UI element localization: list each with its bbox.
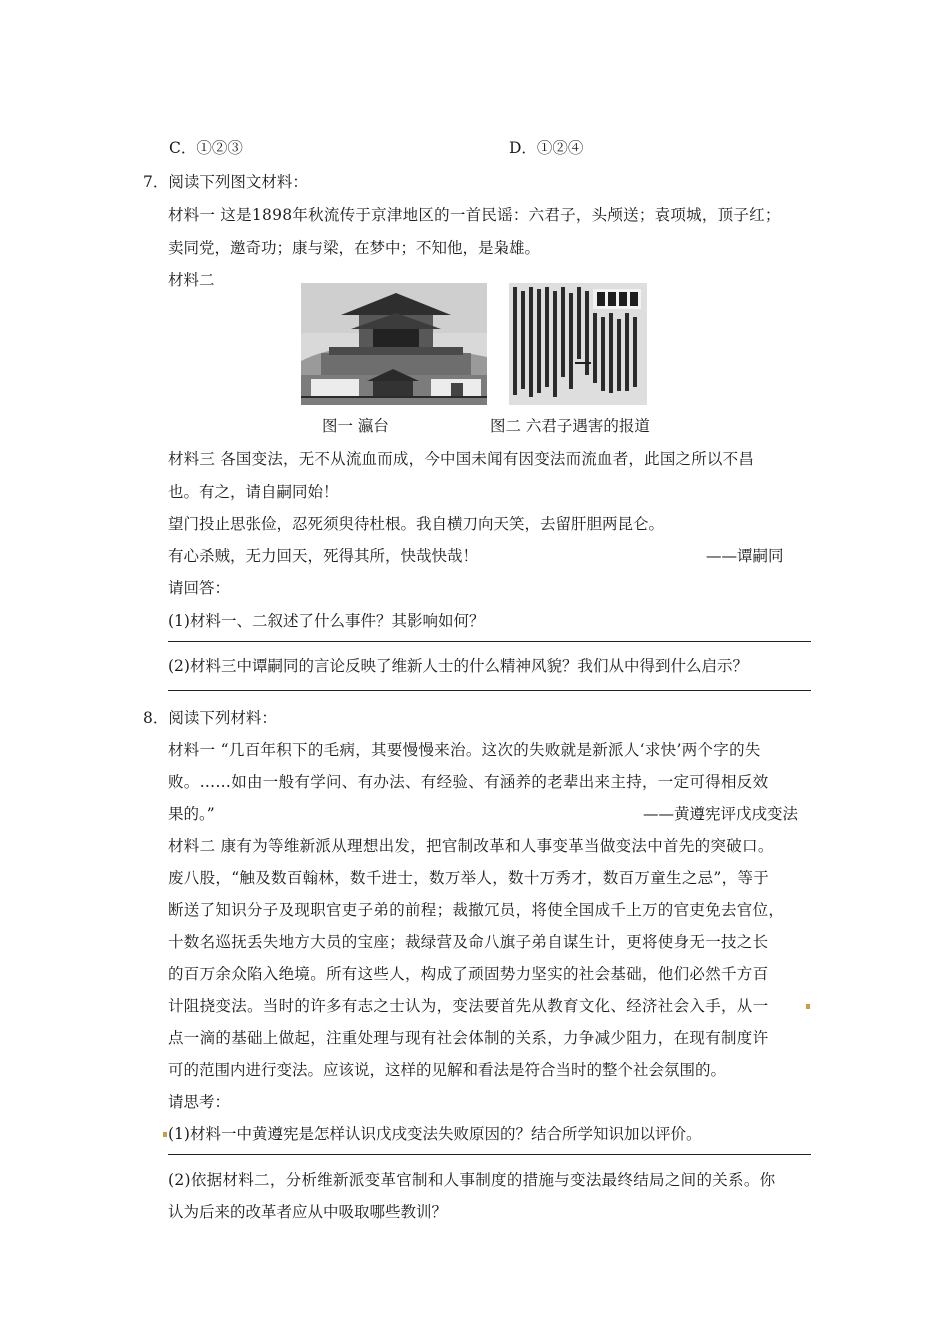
q8-subquestion-1: (1)材料一中黄遵宪是怎样认识戊戌变法失败原因的？结合所学知识加以评价。 [168,1125,702,1143]
q8-material2-line1: 材料二 康有为等维新派从理想出发，把官制改革和人事变革当做变法中首先的突破口。 [168,837,774,855]
q8-material2-line6: 计阻挠变法。当时的许多有志之士认为，变法要首先从教育文化、经济社会入手，从一 [168,997,769,1015]
q7-ask-label: 请回答： [168,579,231,597]
q8-think-label: 请思考： [168,1093,231,1111]
q7-answer-line-1 [168,641,811,642]
q7-subquestion-1: (1)材料一、二叙述了什么事件？其影响如何？ [168,612,485,630]
figure2-caption: 图二 六君子遇害的报道 [490,417,650,435]
q7-material1-line2: 卖同党，邀奇功；康与梁，在梦中；不知他，是枭雄。 [168,239,541,257]
q8-answer-line-1 [168,1154,811,1155]
q7-material1-line1: 材料一 这是1898年秋流传于京津地区的一首民谣：六君子，头颅送；袁项城，顶子红； [168,206,781,224]
option-d: D．①②④ [509,139,584,157]
q8-material1-line3: 果的。” [168,805,215,823]
q7-material3-line3: 望门投止思张俭，忍死须臾待杜根。我自横刀向天笑，去留肝胆两昆仑。 [168,515,665,533]
q8-subquestion-2-line1: (2)依据材料二，分析维新派变革官制和人事制度的措施与变法最终结局之间的关系。你 [168,1171,776,1189]
q7-material3-source: ——谭嗣同 [706,547,784,565]
stray-mark [806,1004,810,1009]
question-8-stem: 8．阅读下列材料： [143,709,277,727]
q7-subquestion-2: (2)材料三中谭嗣同的言论反映了维新人士的什么精神风貌？我们从中得到什么启示？ [168,657,748,675]
q8-material2-line5: 的百万余众陷入绝境。所有这些人，构成了顽固势力坚实的社会基础，他们必然千方百 [168,965,769,983]
stray-mark [163,1132,167,1137]
q7-material3-line4: 有心杀贼，无力回天，死得其所，快哉快哉！ [168,547,479,565]
q8-material2-line2: 废八股，“触及数百翰林，数千进士，数万举人，数十万秀才，数百万童生之忌”，等于 [168,869,770,887]
q8-material2-line7: 点一滴的基础上做起，注重处理与现有社会体制的关系，力争减少阻力，在现有制度许 [168,1029,769,1047]
figure-yingtai [301,283,487,405]
q8-material2-line4: 十数名巡抚丢失地方大员的宝座；裁绿营及命八旗子弟自谋生计，更将使身无一技之长 [168,933,769,951]
yingtai-illustration [301,283,487,405]
q8-material1-source: ——黄遵宪评戊戌变法 [643,805,799,823]
figure1-caption: 图一 瀛台 [322,417,389,435]
q8-material1-line2: 败。……如由一般有学问、有办法、有经验、有涵养的老辈出来主持，一定可得相反效 [168,773,769,791]
q7-material2-label: 材料二 [168,271,215,289]
q8-material1-line1: 材料一 “几百年积下的毛病，其要慢慢来治。这次的失败就是新派人‘求快’两个字的失 [168,741,761,759]
q7-material3-line2: 也。有之，请自嗣同始！ [168,483,339,501]
newspaper-clipping-image [509,283,647,405]
question-7-stem: 7．阅读下列图文材料： [143,173,308,191]
q7-material3-line1: 材料三 各国变法，无不从流血而成，今中国未闻有因变法而流血者，此国之所以不昌 [168,450,755,468]
q8-material2-line8: 可的范围内进行变法。应该说，这样的见解和看法是符合当时的整个社会氛围的。 [168,1061,727,1079]
figure-newspaper-report [509,283,647,405]
q8-subquestion-2-line2: 认为后来的改革者应从中吸取哪些教训？ [168,1203,448,1221]
option-c: C．①②③ [169,139,243,157]
q8-material2-line3: 断送了知识分子及现职官吏子弟的前程；裁撤冗员，将使全国成千上万的官吏免去官位， [168,901,785,919]
q7-answer-line-2 [168,690,811,691]
